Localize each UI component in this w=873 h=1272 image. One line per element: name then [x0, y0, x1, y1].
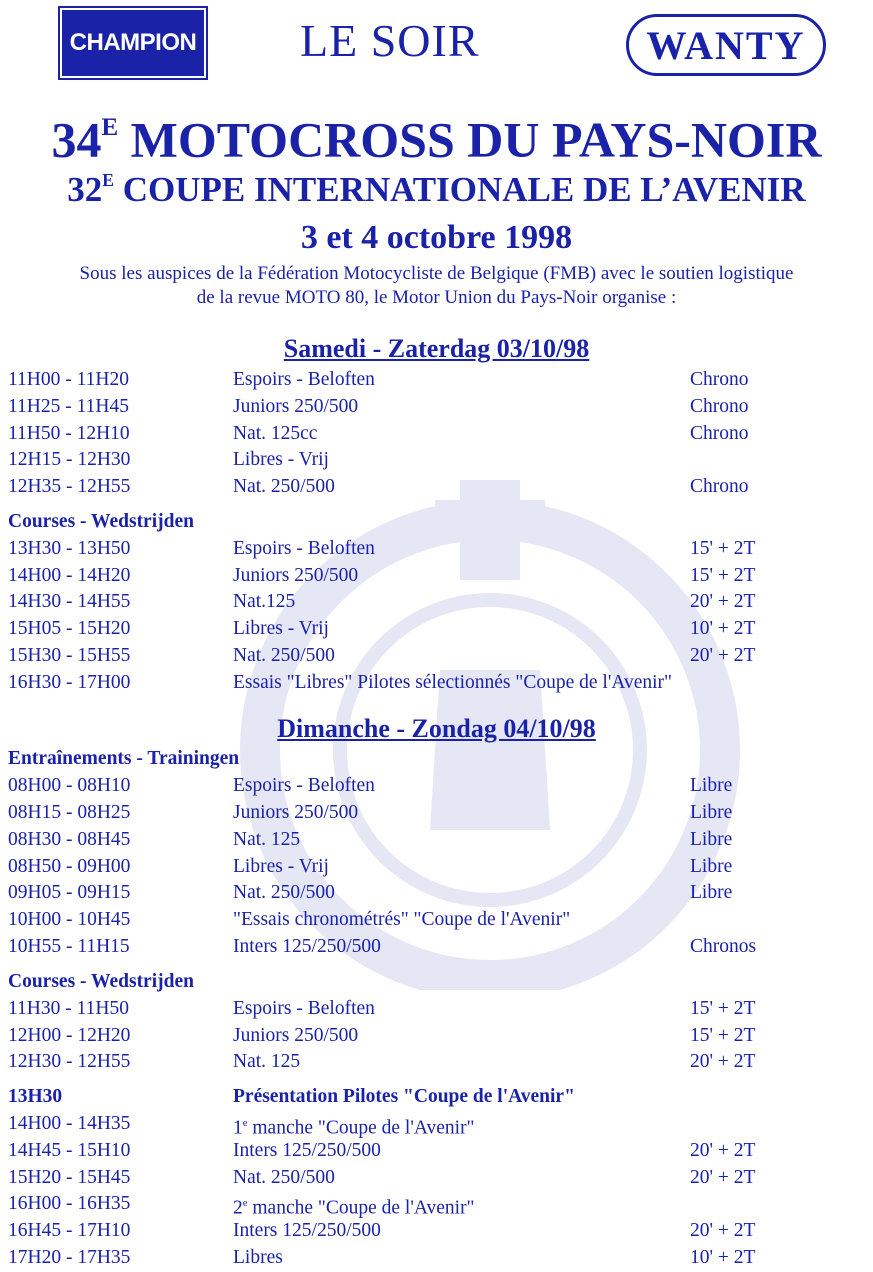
schedule-row: 14H00 - 14H20 Juniors 250/500 15' + 2T — [8, 565, 756, 586]
schedule-row: 16H45 - 17H10 Inters 125/250/500 20' + 2T — [8, 1220, 756, 1241]
schedule-row: 08H15 - 08H25 Juniors 250/500 Libre — [8, 802, 733, 823]
schedule-row: 16H00 - 16H35 2e manche "Coupe de l'Avenir" — [8, 1193, 475, 1219]
event-title: $34^E$ MOTOCROSS DU PAYS-NOIR — [51, 111, 822, 168]
intro-text: Sous les auspices de la Fédération Motocycliste de Belgique (FMB) avec le soutien logistique de la revue MOTO 80, le Motor Union du Pays-Noir organise : — [79, 263, 794, 308]
sunday-races-heading: Courses - Wedstrijden — [8, 971, 194, 992]
schedule-row: 15H20 - 15H45 Nat. 250/500 20' + 2T — [8, 1167, 756, 1188]
schedule-row: 11H50 - 12H10 Nat. 125cc Chrono — [8, 423, 749, 444]
schedule-row: 13H30 - 13H50 Espoirs - Beloften 15' + 2T — [8, 538, 756, 559]
schedule-row: 15H05 - 15H20 Libres - Vrij 10' + 2T — [8, 618, 756, 639]
champion-logo — [58, 6, 208, 80]
schedule-row: 09H05 - 09H15 Nat. 250/500 Libre — [8, 882, 733, 903]
schedule-row: 12H35 - 12H55 Nat. 250/500 Chrono — [8, 476, 749, 497]
event-dates: 3 et 4 octobre 1998 — [300, 219, 573, 256]
sunday-training-heading: Entraînements - Trainingen — [8, 748, 240, 769]
le-soir-logo: LE SOIR — [300, 15, 480, 66]
sunday-title: Dimanche - Zondag 04/10/98 — [277, 714, 596, 743]
schedule-row: 08H30 - 08H45 Nat. 125 Libre — [8, 829, 733, 850]
saturday-races-heading: Courses - Wedstrijden — [8, 511, 194, 532]
schedule-row: 12H30 - 12H55 Nat. 125 20' + 2T — [8, 1051, 756, 1072]
schedule-row: 08H00 - 08H10 Espoirs - Beloften Libre — [8, 775, 733, 796]
schedule-row: 17H20 - 17H35 Libres 10' + 2T — [8, 1247, 756, 1268]
schedule-row: 14H30 - 14H55 Nat.125 20' + 2T — [8, 591, 756, 612]
schedule-row: 11H25 - 11H45 Juniors 250/500 Chrono — [8, 396, 749, 417]
schedule-row: 14H00 - 14H35 1e manche "Coupe de l'Avenir" — [8, 1113, 475, 1139]
schedule-row: 14H45 - 15H10 Inters 125/250/500 20' + 2T — [8, 1140, 756, 1161]
schedule-row: 10H00 - 10H45 "Essais chronométrés" "Coupe de l'Avenir" — [8, 909, 571, 930]
schedule-row: 10H55 - 11H15 Inters 125/250/500 Chronos — [8, 936, 757, 957]
registered-mark: ® — [194, 65, 200, 74]
saturday-title: Samedi - Zaterdag 03/10/98 — [283, 334, 590, 363]
schedule-row: 08H50 - 09H00 Libres - Vrij Libre — [8, 856, 733, 877]
schedule-row: 12H15 - 12H30 Libres - Vrij — [8, 449, 329, 470]
schedule-row: 16H30 - 17H00 Essais "Libres" Pilotes sélectionnés "Coupe de l'Avenir" — [8, 672, 672, 693]
schedule-row: 15H30 - 15H55 Nat. 250/500 20' + 2T — [8, 645, 756, 666]
event-subtitle: $32^E$ COUPE INTERNATIONALE DE L’AVENIR — [67, 169, 806, 209]
wanty-logo: WANTY — [626, 14, 826, 76]
sponsor-bar — [0, 0, 873, 90]
champion-logo-text: CHAMPION — [62, 10, 204, 76]
presentation-row: 13H30 Présentation Pilotes "Coupe de l'Avenir" — [8, 1086, 575, 1107]
schedule-row: 12H00 - 12H20 Juniors 250/500 15' + 2T — [8, 1025, 756, 1046]
schedule-row: 11H30 - 11H50 Espoirs - Beloften 15' + 2T — [8, 998, 756, 1019]
schedule-row: 11H00 - 11H20 Espoirs - Beloften Chrono — [8, 369, 749, 390]
